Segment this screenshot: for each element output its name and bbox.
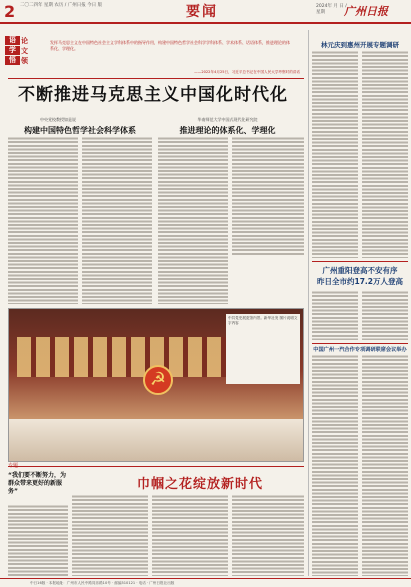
article-body [232,136,304,256]
article-body [8,136,78,304]
hall-floor [9,419,304,462]
article-body [232,494,304,576]
feature-kicker: 专题 [8,463,19,469]
article-body [158,136,228,304]
right-headline: 广州重阳登高不安有序 [322,266,398,275]
article-kicker: 华南师范大学中国式现代化研究院 [197,117,258,122]
column-tag-char: 悟 [5,56,20,65]
bottom-headline: 巾帼之花绽放新时代 [136,477,263,492]
article-body [362,290,408,340]
article-body [362,50,408,258]
column-tag-secondary [21,36,47,66]
main-headline: 不断推进马克思主义中国化时代化 [18,85,288,105]
page-footer: 中日16版 · 本报地址：广州市人民中路同乐路10号 · 邮编510121 · 电话 · 广州日报社出版 [0,578,411,587]
article-body [152,494,228,576]
feature-headline: “我们要不断努力，为群众带来更好的新服务” [8,472,66,495]
article-title: 构建中国特色哲学社会科学体系 [24,126,136,135]
party-emblem-icon: ☭ [143,365,173,395]
article-kicker: 中央党校教授如是说 [40,117,76,122]
right-headline: 林元庆到惠州开展专题调研 [321,41,399,49]
divider [312,343,408,344]
column-tag-char: 领 [21,57,28,65]
article-body [312,290,358,340]
divider [8,78,304,79]
column-tag-char: 语 [5,36,20,45]
column-tag-char: 学 [5,46,20,55]
right-headline: 昨日全市约17.2万人登高 [316,277,403,286]
header-date: 2024年 月 日 / 星期 [316,4,347,15]
right-headline: 中国广州一汽合作专项调研联席会议举办 [313,347,407,353]
section-title: 要闻 [186,4,218,20]
column-tag-char: 文 [21,47,28,55]
column-tag [5,36,20,66]
photo-caption: 中共党史展览馆内景。新华社发 图片说明文字内容 [226,314,300,384]
header-meta: 二〇二四年 星期 农历 / 广州日报 今日 版 [20,3,103,8]
article-body [8,504,68,576]
page-number: 2 [4,2,16,21]
article-body [362,354,408,576]
article-body [82,136,152,304]
column-divider [308,30,309,576]
quote-source: ——2022年4月25日，习近平总书记在中国人民大学考察时的讲话 [194,70,300,74]
article-title: 推进理论的体系化、学理化 [179,126,276,135]
pull-quote: 发挥马克思主义在中国特色社会主义学科体系中的指导作用，构建中国特色哲学社会科学学科体系、学术体系、话语体系，推进理论的体系化、学理化。 [50,40,290,51]
newspaper-logo: 广州日报 [344,5,388,18]
divider [312,261,408,262]
article-body [312,354,358,576]
column-tag-char: 论 [21,37,28,45]
article-body [72,494,148,576]
article-body [312,50,358,258]
